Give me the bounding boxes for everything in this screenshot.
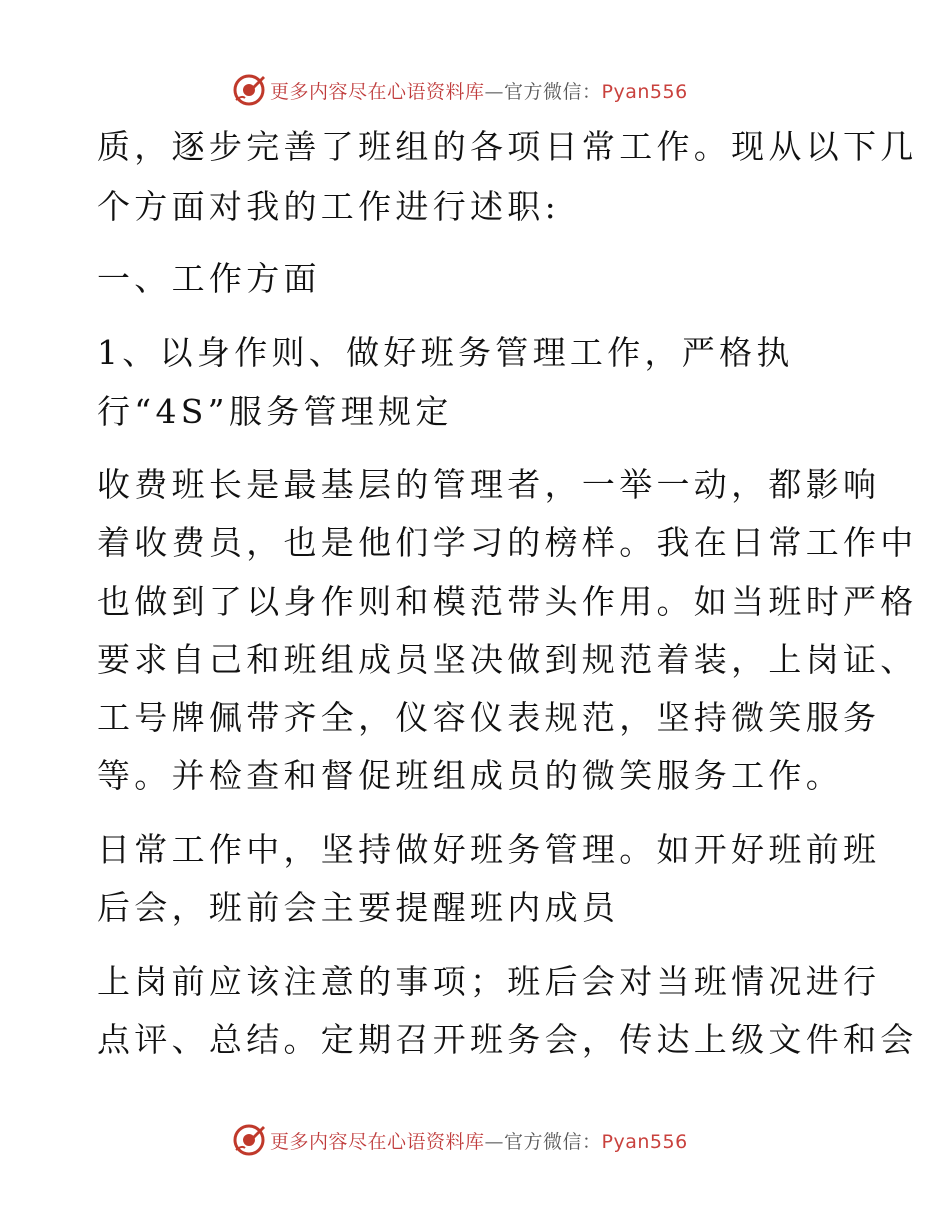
header-watermark xyxy=(232,73,688,107)
body-line-7: 着收费员，也是他们学习的榜样。我在日常工作中 xyxy=(97,523,918,562)
body-line-13: 后会，班前会主要提醒班内成员 xyxy=(97,888,620,927)
body-line-12: 日常工作中，坚持做好班务管理。如开好班前班 xyxy=(97,830,881,869)
footer-watermark xyxy=(232,1123,688,1157)
body-line-8: 也做到了以身作则和模范带头作用。如当班时严格 xyxy=(97,582,918,621)
body-line-9: 要求自己和班组成员坚决做到规范着装，上岗证、 xyxy=(97,640,918,679)
section-heading: 一、工作方面 xyxy=(97,259,321,298)
subsection-heading-line-2: 行“4S”服务管理规定 xyxy=(97,392,453,431)
body-line-10: 工号牌佩带齐全，仪容仪表规范，坚持微笑服务 xyxy=(97,698,881,737)
body-line-6: 收费班长是最基层的管理者，一举一动，都影响 xyxy=(97,465,881,504)
pen-logo-icon xyxy=(232,1123,266,1157)
body-line-11: 等。并检查和督促班组成员的微笑服务工作。 xyxy=(97,756,843,795)
watermark-site-text: 更多内容尽在心语资料库 xyxy=(270,1130,485,1153)
watermark-site-text: 更多内容尽在心语资料库 xyxy=(270,80,485,103)
watermark-official-text: 官方微信： xyxy=(504,1130,602,1153)
body-line-14: 上岗前应该注意的事项；班后会对当班情况进行 xyxy=(97,962,881,1001)
body-line-1: 质，逐步完善了班组的各项日常工作。现从以下几 xyxy=(97,127,918,166)
watermark-text xyxy=(270,1127,688,1154)
watermark-dash: — xyxy=(484,1130,505,1153)
watermark-wechat-id: Pyan556 xyxy=(601,1130,688,1153)
watermark-text xyxy=(270,77,688,104)
watermark-wechat-id: Pyan556 xyxy=(601,80,688,103)
body-line-2: 个方面对我的工作进行述职: xyxy=(97,187,561,226)
watermark-official-text: 官方微信： xyxy=(504,80,602,103)
subsection-heading-line-1: 1、以身作则、做好班务管理工作，严格执 xyxy=(97,333,794,372)
body-line-15: 点评、总结。定期召开班务会，传达上级文件和会 xyxy=(97,1020,918,1059)
watermark-dash: — xyxy=(484,80,505,103)
pen-logo-icon xyxy=(232,73,266,107)
